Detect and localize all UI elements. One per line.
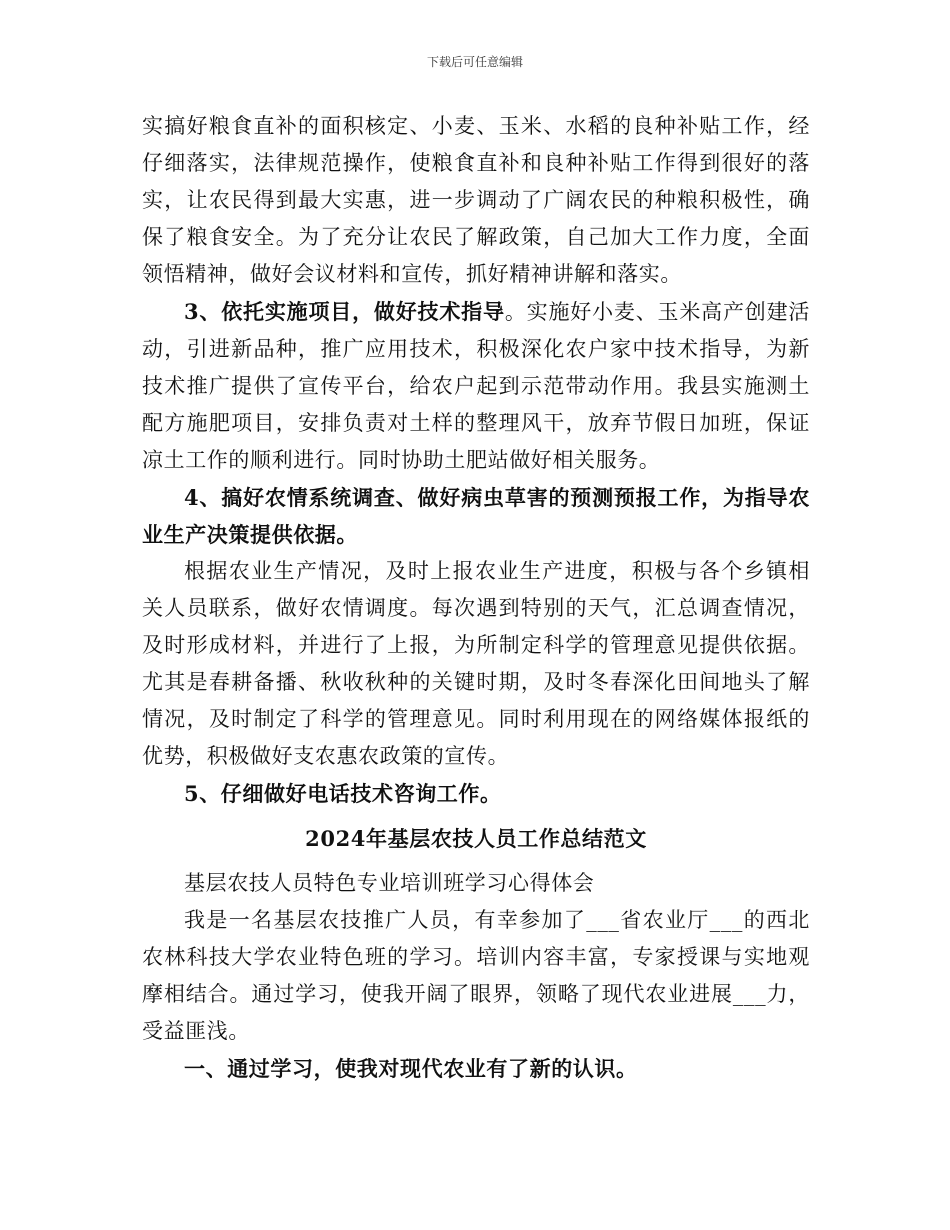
paragraph-crop-survey: 根据农业生产情况，及时上报农业生产进度，积极与各个乡镇相关人员联系，做好农情调度。每次遇到特别的天气，汇总调查情况，及时形成材料，并进行了上报，为所制定科学的管理意见提供依据。尤其是春耕备播、秋收秋种的关键时期，及时冬春深化田间地头了解情况，及时制定了科学的管理意见。同时利用现在的网络媒体报纸的优势，积极做好支农惠农政策的宣传。 bbox=[142, 559, 810, 768]
paragraph-tech-guidance bbox=[142, 293, 810, 479]
paragraph-grain-subsidy: 实搞好粮食直补的面积核定、小麦、玉米、水稻的良种补贴工作，经仔细落实，法律规范操作，使粮食直补和良种补贴工作得到很好的落实，让农民得到最大实惠，进一步调动了广阔农民的种粮积极性，确保了粮食安全。为了充分让农民了解政策，自己加大工作力度，全面领悟精神，做好会议材料和宣传，抓好精神讲解和落实。 bbox=[142, 114, 810, 286]
heading-tech-guidance: 3、依托实施项目，做好技术指导 bbox=[184, 299, 505, 324]
paragraph-training-intro: 我是一名基层农技推广人员，有幸参加了___省农业厅___的西北农林科技大学农业特色班的学习。培训内容丰富，专家授课与实地观摩相结合。通过学习，使我开阔了眼界，领略了现代农业进展___力，受益匪浅。 bbox=[142, 908, 810, 1043]
document-body bbox=[142, 108, 810, 1087]
heading-crop-survey: 4、搞好农情系统调查、做好病虫草害的预测预报工作，为指导农业生产决策提供依据。 bbox=[142, 485, 810, 547]
document-subtitle: 基层农技人员特色专业培训班学习心得体会 bbox=[184, 871, 595, 895]
page-header-note: 下载后可任意编辑 bbox=[426, 55, 523, 69]
paragraph-tech-guidance-text: 。实施好小麦、玉米高产创建活动，引进新品种，推广应用技术，积极深化农户家中技术指导，为新技术推广提供了宣传平台，给农户起到示范带动作用。我县实施测土配方施肥项目，安排负责对土样的整理风干，放弃节假日加班，保证凉土工作的顺利进行。同时协助土肥站做好相关服务。 bbox=[142, 300, 810, 472]
heading-phone-consult: 5、仔细做好电话技术咨询工作。 bbox=[184, 781, 502, 806]
heading-new-understanding: 一、通过学习，使我对现代农业有了新的认识。 bbox=[184, 1056, 638, 1081]
document-title: 2024年基层农技人员工作总结范文 bbox=[305, 826, 647, 851]
